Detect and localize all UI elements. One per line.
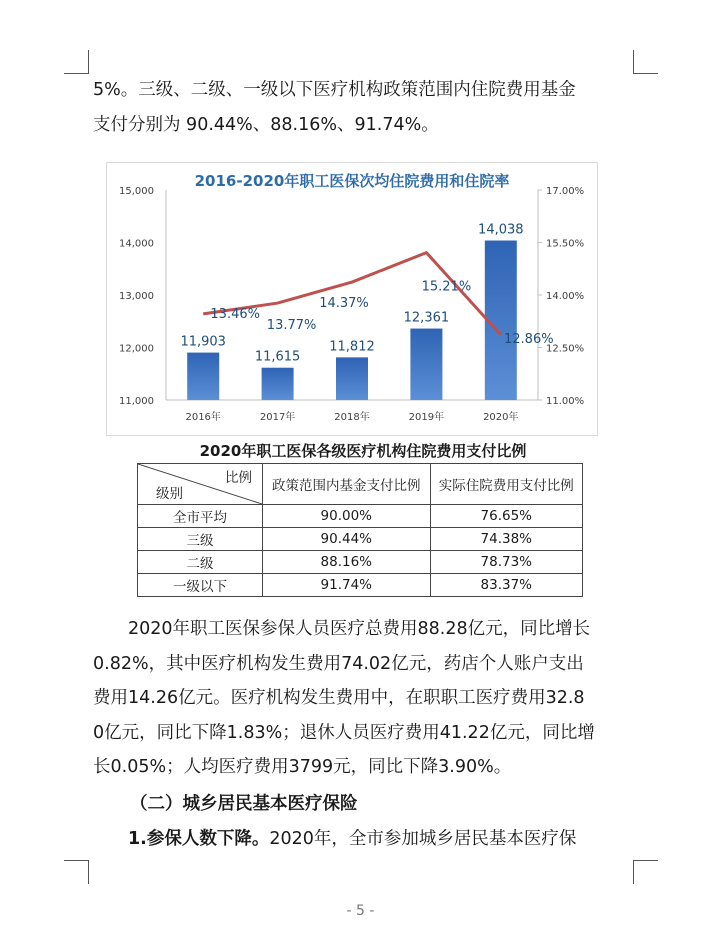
paragraph-3-text: 2020年，全市参加城乡居民基本医疗保 [269,829,577,849]
left-axis-tick-label: 11,000 [119,396,154,407]
row-actual-value: 78.73% [430,551,582,574]
table-header-row [138,464,583,505]
paragraph-3 [93,822,633,857]
chart-container [106,162,598,436]
row-level: 全市平均 [138,505,263,528]
line-data-label: 13.46% [210,306,260,322]
bar-data-label: 14,038 [478,222,524,238]
header-policy-ratio: 政策范围内基金支付比例 [263,464,431,505]
left-axis-tick-label: 15,000 [119,186,154,197]
line-data-label: 15.21% [421,279,472,295]
page-number: - 5 - [346,903,375,919]
paragraph-2-line-2: 0.82%，其中医疗机构发生费用74.02亿元，药店个人账户支出 [93,653,584,674]
bar-2019年 [410,329,442,400]
right-axis-tick-label: 14.00% [546,291,585,302]
chart-title: 2016-2020年职工医保次均住院费用和住院率 [194,172,510,190]
bar-2018年 [336,357,368,400]
corner-label-level: 级别 [156,486,183,502]
row-policy-value: 90.00% [263,505,431,528]
paragraph-1-line-2: 支付分别为 90.44%、88.16%、91.74%。 [93,114,439,135]
row-policy-value: 88.16% [263,551,431,574]
table-corner-cell [138,464,263,505]
paragraph-2-line-1: 2020年职工医保参保人员医疗总费用88.28亿元，同比增长 [128,619,591,639]
table-row [138,528,583,551]
bar-data-label: 12,361 [403,310,450,326]
paragraph-1-line-1: 5%。三级、二级、一级以下医疗机构政策范围内住院费用基金 [93,80,576,100]
x-axis-tick-label: 2019年 [408,412,445,423]
paragraph-2-line-5: 长0.05%；人均医疗费用3799元，同比下降3.90%。 [93,757,512,777]
section-heading: （二）城乡居民基本医疗保险 [130,794,358,814]
row-policy-value: 90.44% [263,528,431,551]
bar-data-label: 11,615 [254,349,301,365]
left-axis-tick-label: 12,000 [119,343,154,355]
table-row [138,551,583,574]
line-data-label: 12.86% [504,331,554,347]
paragraph-2-line-3: 费用14.26亿元。医疗机构发生费用中，在职职工医疗费用32.8 [93,688,585,708]
row-actual-value: 76.65% [430,505,582,528]
row-level: 三级 [138,528,263,551]
row-level: 一级以下 [138,574,263,597]
payment-ratio-table [137,463,583,597]
combo-chart [106,162,598,436]
x-axis-tick-label: 2017年 [259,412,296,423]
left-axis-tick-label: 14,000 [119,238,154,250]
table-title: 2020年职工医保各级医疗机构住院费用支付比例 [199,442,527,460]
table-row [138,505,583,528]
paragraph-2 [93,612,633,785]
right-axis-tick-label: 15.50% [546,238,585,250]
table-row [138,574,583,597]
right-axis-tick-label: 11.00% [546,396,585,407]
paragraph-1 [93,73,633,142]
x-axis-tick-label: 2020年 [483,412,519,423]
bar-2020年 [485,241,517,400]
corner-label-ratio: 比例 [225,470,252,486]
bar-2016年 [187,353,219,400]
line-data-label: 13.77% [266,318,317,334]
right-axis-tick-label: 17.00% [546,186,585,197]
row-actual-value: 74.38% [430,528,582,551]
row-actual-value: 83.37% [430,574,582,597]
bar-data-label: 11,812 [329,339,375,355]
x-axis-tick-label: 2016年 [185,412,221,423]
row-policy-value: 91.74% [263,574,431,597]
left-axis-tick-label: 13,000 [119,291,154,302]
paragraph-3-bold-lead: 1.参保人数下降。 [128,829,270,849]
row-level: 二级 [138,551,263,574]
paragraph-2-line-4: 0亿元，同比下降1.83%；退休人员医疗费用41.22亿元，同比增 [93,722,595,743]
right-axis-tick-label: 12.50% [546,343,585,355]
line-data-label: 14.37% [319,296,369,312]
bar-2017年 [262,368,294,400]
x-axis-tick-label: 2018年 [334,412,370,423]
bar-data-label: 11,903 [180,334,226,350]
header-actual-ratio: 实际住院费用支付比例 [430,464,582,505]
